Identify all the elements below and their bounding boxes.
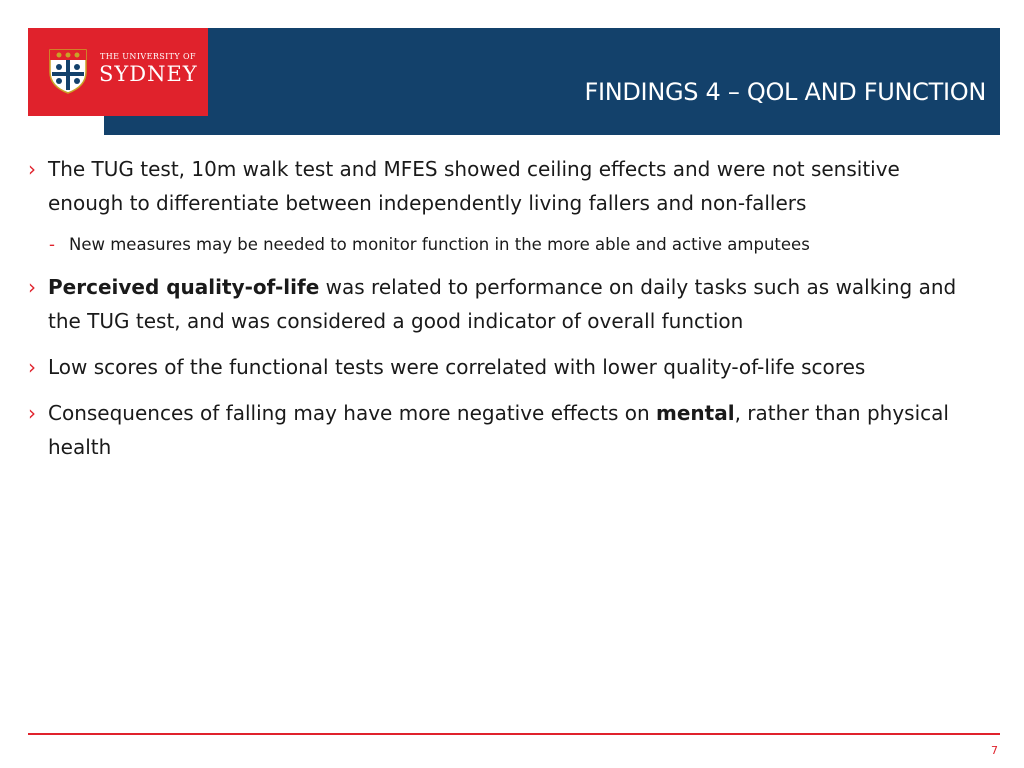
bullet-marker: › <box>28 275 36 299</box>
bullet-text: The TUG test, 10m walk test and MFES showed ceiling effects and were not sensitive enough to differentiate between independently living fallers and non-fallers <box>48 157 900 215</box>
bullet-text: was related to performance on daily tasks such as walking and the TUG test, and was considered a good indicator of overall function <box>48 275 957 333</box>
bullet-text: Low scores of the functional tests were correlated with lower quality-of-life scores <box>48 355 866 379</box>
bullet-marker: › <box>28 355 36 379</box>
university-crest-icon <box>48 48 88 94</box>
bullet-bold-word: mental <box>656 401 735 425</box>
logo-university-of: THE UNIVERSITY OF <box>100 52 196 61</box>
bullet-text-after: , rather than physical health <box>48 401 949 459</box>
bullet-marker: › <box>28 401 36 425</box>
sub-bullet-marker: - <box>49 235 55 254</box>
slide-title: FINDINGS 4 – QOL AND FUNCTION <box>584 78 986 106</box>
slide-content <box>28 152 978 476</box>
page-number: 7 <box>991 744 998 757</box>
bullet-item <box>28 350 978 384</box>
logo-sydney: SYDNEY <box>99 62 198 86</box>
bullet-item <box>28 152 978 220</box>
header-bar <box>104 28 1000 135</box>
footer-divider <box>28 733 1000 735</box>
sub-bullet-text: New measures may be needed to monitor function in the more able and active amputees <box>69 235 810 254</box>
bullet-item <box>28 396 978 464</box>
university-logo <box>28 28 208 116</box>
bullet-bold-lead: Perceived quality-of-life <box>48 275 320 299</box>
bullet-text-before: Consequences of falling may have more negative effects on <box>48 401 656 425</box>
sub-bullet-item <box>28 230 978 260</box>
bullet-item <box>28 270 978 338</box>
bullet-marker: › <box>28 157 36 181</box>
